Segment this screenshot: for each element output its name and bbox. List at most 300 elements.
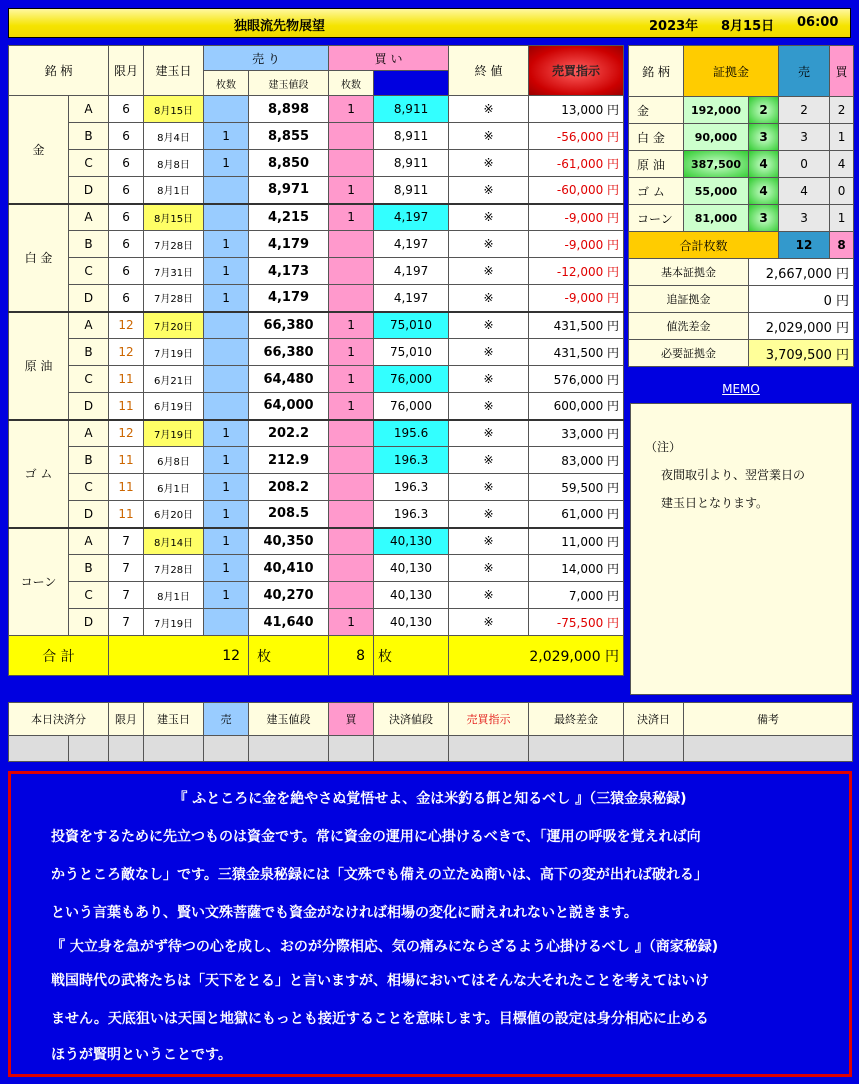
settle-cell — [329, 736, 374, 762]
position-date: 6月19日 — [144, 393, 204, 420]
sell-count: 1 — [204, 582, 249, 609]
close-price: 75,010 — [374, 312, 449, 339]
memo-link[interactable]: MEMO — [722, 382, 760, 396]
position-label: D — [69, 609, 109, 636]
entry-price: 8,850 — [249, 150, 329, 177]
header-year: 2023年 — [649, 19, 699, 34]
close-price: 8,911 — [374, 123, 449, 150]
header-time: 06:00 — [797, 15, 839, 30]
sell-count — [204, 312, 249, 339]
quote-1: 『 ふところに金を絶やさぬ覚悟せよ、金は米釣る餌と知るべし 』（三猿金泉秘録) — [173, 791, 687, 807]
close-price: 8,911 — [374, 96, 449, 123]
margin-buy: 4 — [830, 151, 854, 178]
total-diff: 2,029,000 円 — [449, 636, 624, 676]
settle-col-7: 売買指示 — [449, 703, 529, 736]
margin-amount: 81,000 — [684, 205, 749, 232]
settle-col-6: 決済値段 — [374, 703, 449, 736]
close-price: 195.6 — [374, 420, 449, 447]
valuation-diff: 59,500 円 — [529, 474, 624, 501]
valuation-diff: 83,000 円 — [529, 447, 624, 474]
margin-sell: 4 — [779, 178, 830, 205]
margin-count: 2 — [749, 97, 779, 124]
entry-price: 8,898 — [249, 96, 329, 123]
position-label: C — [69, 258, 109, 285]
header-date: 8月15日 — [721, 19, 775, 34]
position-label: D — [69, 285, 109, 312]
position-date: 6月20日 — [144, 501, 204, 528]
settle-col-10: 備考 — [684, 703, 853, 736]
instruction: ※ — [449, 96, 529, 123]
entry-price: 4,215 — [249, 204, 329, 231]
sell-count: 1 — [204, 420, 249, 447]
position-month: 6 — [109, 123, 144, 150]
position-row — [9, 420, 624, 447]
position-month: 12 — [109, 339, 144, 366]
position-month: 6 — [109, 96, 144, 123]
position-row — [9, 96, 624, 123]
position-month: 11 — [109, 447, 144, 474]
margin-commodity: 白 金 — [629, 124, 684, 151]
title-bar — [8, 8, 851, 38]
position-date: 8月4日 — [144, 123, 204, 150]
commodity-name: 白 金 — [9, 204, 69, 312]
instruction: ※ — [449, 474, 529, 501]
entry-price: 4,173 — [249, 258, 329, 285]
valuation-diff: 7,000 円 — [529, 582, 624, 609]
position-label: D — [69, 393, 109, 420]
summary-value: 3,709,500 円 — [749, 340, 854, 367]
position-label: B — [69, 555, 109, 582]
position-date: 8月15日 — [144, 96, 204, 123]
valuation-diff: -9,000 円 — [529, 204, 624, 231]
summary-value: 0 円 — [749, 286, 854, 313]
commodity-name: 原 油 — [9, 312, 69, 420]
close-price: 196.3 — [374, 474, 449, 501]
valuation-diff: -9,000 円 — [529, 285, 624, 312]
summary-label: 追証拠金 — [629, 286, 749, 313]
position-month: 7 — [109, 528, 144, 555]
close-price: 76,000 — [374, 393, 449, 420]
buy-count — [329, 420, 374, 447]
settle-col-1: 限月 — [109, 703, 144, 736]
valuation-diff: -60,000 円 — [529, 177, 624, 204]
sell-count — [204, 204, 249, 231]
buy-count: 1 — [329, 339, 374, 366]
valuation-diff: -12,000 円 — [529, 258, 624, 285]
valuation-diff: 13,000 円 — [529, 96, 624, 123]
position-label: B — [69, 123, 109, 150]
total-count-sell: 12 — [779, 232, 830, 259]
summary-value: 2,029,000 円 — [749, 313, 854, 340]
position-date: 7月19日 — [144, 609, 204, 636]
entry-price: 4,179 — [249, 285, 329, 312]
instruction: ※ — [449, 420, 529, 447]
memo-line-1: （注） — [645, 440, 682, 454]
position-month: 7 — [109, 555, 144, 582]
valuation-diff: 14,000 円 — [529, 555, 624, 582]
settle-col-2: 建玉日 — [144, 703, 204, 736]
commodity-name: 金 — [9, 96, 69, 204]
instruction: ※ — [449, 501, 529, 528]
instruction: ※ — [449, 258, 529, 285]
entry-price: 41,640 — [249, 609, 329, 636]
position-label: C — [69, 474, 109, 501]
entry-price: 208.5 — [249, 501, 329, 528]
position-month: 6 — [109, 204, 144, 231]
settle-cell — [449, 736, 529, 762]
instruction: ※ — [449, 339, 529, 366]
sell-count — [204, 366, 249, 393]
position-month: 6 — [109, 258, 144, 285]
entry-price: 40,350 — [249, 528, 329, 555]
entry-price: 66,380 — [249, 339, 329, 366]
summary-label: 必要証拠金 — [629, 340, 749, 367]
margin-amount: 90,000 — [684, 124, 749, 151]
buy-count — [329, 123, 374, 150]
para-2-line-2: ません。天底狙いは天国と地獄にもっとも接近することを意味します。目標値の設定は身分相応に止める — [51, 1011, 709, 1027]
instruction: ※ — [449, 528, 529, 555]
buy-count — [329, 231, 374, 258]
para-2-line-3: ほうが賢明ということです。 — [51, 1047, 232, 1063]
buy-count: 1 — [329, 96, 374, 123]
position-date: 6月8日 — [144, 447, 204, 474]
total-sell: 12 — [109, 636, 249, 676]
position-month: 6 — [109, 150, 144, 177]
total-count-buy: 8 — [830, 232, 854, 259]
instruction: ※ — [449, 609, 529, 636]
position-month: 11 — [109, 393, 144, 420]
para-2-line-1: 戦国時代の武将たちは「天下をとる」と言いますが、相場においてはそんな大それたことを考えてはいけ — [51, 973, 709, 989]
para-1-line-2: かうところ敵なし」です。三猿金泉秘録には「文殊でも備えの立たぬ商いは、高下の変が出れば破れる」 — [51, 867, 708, 883]
settle-col-9: 決済日 — [624, 703, 684, 736]
valuation-diff: -61,000 円 — [529, 150, 624, 177]
position-row — [9, 177, 624, 204]
margin-amount: 387,500 — [684, 151, 749, 178]
sell-count — [204, 609, 249, 636]
sell-count: 1 — [204, 501, 249, 528]
entry-price: 40,270 — [249, 582, 329, 609]
right-col-uri: 売 — [779, 46, 830, 97]
summary-label: 値洗差金 — [629, 313, 749, 340]
quote-2: 『 大立身を急がず待つの心を成し、おのが分際相応、気の痛みにならざるよう心掛けるべし 』（商家秘録) — [51, 939, 719, 955]
position-row — [9, 150, 624, 177]
settle-col-4: 建玉値段 — [249, 703, 329, 736]
position-label: C — [69, 582, 109, 609]
buy-count: 1 — [329, 609, 374, 636]
settle-cell — [9, 736, 69, 762]
entry-price: 40,410 — [249, 555, 329, 582]
entry-price: 208.2 — [249, 474, 329, 501]
settle-cell — [624, 736, 684, 762]
para-1-line-3: という言葉もあり、賢い文殊菩薩でも資金がなければ相場の変化に耐えれれないと説きます。 — [51, 905, 638, 921]
margin-sell: 3 — [779, 124, 830, 151]
position-row — [9, 204, 624, 231]
sell-count: 1 — [204, 285, 249, 312]
position-row — [9, 474, 624, 501]
close-price: 76,000 — [374, 366, 449, 393]
entry-price: 8,971 — [249, 177, 329, 204]
margin-count: 3 — [749, 124, 779, 151]
settle-cell — [144, 736, 204, 762]
buy-count — [329, 285, 374, 312]
sell-count: 1 — [204, 555, 249, 582]
settle-cell — [204, 736, 249, 762]
right-col-meigara: 銘 柄 — [629, 46, 684, 97]
position-row — [9, 285, 624, 312]
entry-price: 66,380 — [249, 312, 329, 339]
settle-cell — [529, 736, 624, 762]
buy-count — [329, 447, 374, 474]
margin-count: 3 — [749, 205, 779, 232]
position-date: 7月31日 — [144, 258, 204, 285]
buy-count — [329, 501, 374, 528]
commodity-name: ゴ ム — [9, 420, 69, 528]
close-price: 75,010 — [374, 339, 449, 366]
position-month: 12 — [109, 312, 144, 339]
close-price: 196.3 — [374, 501, 449, 528]
col-kai-maisu: 枚数 — [329, 71, 374, 96]
entry-price: 202.2 — [249, 420, 329, 447]
position-month: 7 — [109, 609, 144, 636]
buy-count — [329, 150, 374, 177]
sell-count — [204, 339, 249, 366]
margin-amount: 55,000 — [684, 178, 749, 205]
sell-count: 1 — [204, 123, 249, 150]
close-price: 4,197 — [374, 231, 449, 258]
margin-buy: 1 — [830, 124, 854, 151]
valuation-diff: 61,000 円 — [529, 501, 624, 528]
position-date: 6月21日 — [144, 366, 204, 393]
valuation-diff: -56,000 円 — [529, 123, 624, 150]
position-row — [9, 231, 624, 258]
margin-sell: 0 — [779, 151, 830, 178]
position-label: D — [69, 177, 109, 204]
margin-table — [628, 45, 854, 367]
position-month: 6 — [109, 285, 144, 312]
position-date: 7月19日 — [144, 420, 204, 447]
total-count-label: 合計枚数 — [629, 232, 779, 259]
position-label: A — [69, 312, 109, 339]
position-date: 8月15日 — [144, 204, 204, 231]
margin-amount: 192,000 — [684, 97, 749, 124]
memo-line-3: 建玉日となります。 — [661, 496, 769, 510]
settle-cell — [109, 736, 144, 762]
position-label: A — [69, 204, 109, 231]
position-row — [9, 582, 624, 609]
position-month: 12 — [109, 420, 144, 447]
position-month: 6 — [109, 177, 144, 204]
instruction: ※ — [449, 123, 529, 150]
commentary-box — [8, 771, 852, 1077]
valuation-diff: -75,500 円 — [529, 609, 624, 636]
settle-cell — [684, 736, 853, 762]
baibai-shiji-button[interactable]: 売買指示 — [529, 46, 624, 96]
position-row — [9, 447, 624, 474]
position-date: 8月8日 — [144, 150, 204, 177]
memo-panel — [630, 403, 852, 695]
valuation-diff: 431,500 円 — [529, 312, 624, 339]
sell-count: 1 — [204, 528, 249, 555]
col-uri-maisu: 枚数 — [204, 71, 249, 96]
settlement-table — [8, 702, 853, 762]
margin-count: 4 — [749, 178, 779, 205]
summary-label: 基本証拠金 — [629, 259, 749, 286]
position-row — [9, 339, 624, 366]
buy-count — [329, 555, 374, 582]
total-buy-unit: 枚 — [374, 636, 449, 676]
valuation-diff: 431,500 円 — [529, 339, 624, 366]
settle-cell — [249, 736, 329, 762]
summary-value: 2,667,000 円 — [749, 259, 854, 286]
valuation-diff: -9,000 円 — [529, 231, 624, 258]
instruction: ※ — [449, 393, 529, 420]
sell-count — [204, 96, 249, 123]
position-label: D — [69, 501, 109, 528]
position-row — [9, 123, 624, 150]
col-kai: 買 い — [329, 46, 449, 71]
buy-count: 1 — [329, 366, 374, 393]
close-price: 8,911 — [374, 150, 449, 177]
instruction: ※ — [449, 447, 529, 474]
position-date: 7月20日 — [144, 312, 204, 339]
buy-count — [329, 474, 374, 501]
entry-price: 64,480 — [249, 366, 329, 393]
close-price: 4,197 — [374, 204, 449, 231]
close-price: 8,911 — [374, 177, 449, 204]
buy-count — [329, 528, 374, 555]
settle-cell — [374, 736, 449, 762]
position-date: 7月28日 — [144, 231, 204, 258]
sell-count: 1 — [204, 258, 249, 285]
total-buy: 8 — [329, 636, 374, 676]
sell-count: 1 — [204, 447, 249, 474]
position-row — [9, 609, 624, 636]
col-meigara: 銘 柄 — [9, 46, 109, 96]
valuation-diff: 600,000 円 — [529, 393, 624, 420]
position-date: 8月14日 — [144, 528, 204, 555]
position-month: 6 — [109, 231, 144, 258]
position-label: B — [69, 231, 109, 258]
entry-price: 64,000 — [249, 393, 329, 420]
sell-count — [204, 177, 249, 204]
valuation-diff: 576,000 円 — [529, 366, 624, 393]
total-label: 合 計 — [9, 636, 109, 676]
margin-sell: 2 — [779, 97, 830, 124]
col-owarine: 終 値 — [449, 46, 529, 96]
page-title: 独眼流先物展望 — [234, 19, 326, 34]
valuation-diff: 11,000 円 — [529, 528, 624, 555]
right-col-shokokin: 証拠金 — [684, 46, 779, 97]
margin-commodity: ゴ ム — [629, 178, 684, 205]
entry-price: 4,179 — [249, 231, 329, 258]
position-label: A — [69, 96, 109, 123]
position-row — [9, 312, 624, 339]
buy-count: 1 — [329, 177, 374, 204]
para-1-line-1: 投資をするために先立つものは資金です。常に資金の運用に心掛けるべきで、「運用の呼吸を覚えれば向 — [51, 829, 701, 845]
instruction: ※ — [449, 366, 529, 393]
total-sell-unit: 枚 — [249, 636, 329, 676]
position-label: B — [69, 339, 109, 366]
position-row — [9, 258, 624, 285]
buy-count — [329, 582, 374, 609]
valuation-diff: 33,000 円 — [529, 420, 624, 447]
buy-count: 1 — [329, 312, 374, 339]
instruction: ※ — [449, 204, 529, 231]
instruction: ※ — [449, 555, 529, 582]
margin-buy: 2 — [830, 97, 854, 124]
col-tategyoku-nedan: 建玉値段 — [249, 71, 329, 96]
position-label: C — [69, 150, 109, 177]
close-price: 4,197 — [374, 285, 449, 312]
instruction: ※ — [449, 177, 529, 204]
position-label: B — [69, 447, 109, 474]
instruction: ※ — [449, 312, 529, 339]
position-label: A — [69, 420, 109, 447]
sell-count: 1 — [204, 231, 249, 258]
position-label: C — [69, 366, 109, 393]
position-month: 11 — [109, 366, 144, 393]
position-row — [9, 528, 624, 555]
col-gengetsu: 限月 — [109, 46, 144, 96]
position-row — [9, 366, 624, 393]
commodity-name: コーン — [9, 528, 69, 636]
col-tategyokubi: 建玉日 — [144, 46, 204, 96]
position-date: 7月28日 — [144, 285, 204, 312]
settle-col-5: 買 — [329, 703, 374, 736]
close-price: 40,130 — [374, 582, 449, 609]
position-row — [9, 555, 624, 582]
memo-line-2: 夜間取引より、翌営業日の — [661, 468, 806, 482]
right-col-kai: 買 — [830, 46, 854, 97]
margin-commodity: 原 油 — [629, 151, 684, 178]
position-month: 11 — [109, 474, 144, 501]
entry-price: 212.9 — [249, 447, 329, 474]
settle-col-3: 売 — [204, 703, 249, 736]
position-date: 8月1日 — [144, 582, 204, 609]
close-price: 196.3 — [374, 447, 449, 474]
position-date: 7月19日 — [144, 339, 204, 366]
instruction: ※ — [449, 231, 529, 258]
settle-cell — [69, 736, 109, 762]
buy-count: 1 — [329, 204, 374, 231]
positions-table — [8, 45, 624, 676]
close-price: 4,197 — [374, 258, 449, 285]
instruction: ※ — [449, 582, 529, 609]
position-row — [9, 501, 624, 528]
settle-col-0: 本日決済分 — [9, 703, 109, 736]
sell-count: 1 — [204, 150, 249, 177]
instruction: ※ — [449, 285, 529, 312]
buy-count — [329, 258, 374, 285]
position-row — [9, 393, 624, 420]
margin-commodity: コーン — [629, 205, 684, 232]
position-date: 7月28日 — [144, 555, 204, 582]
instruction: ※ — [449, 150, 529, 177]
col-uri: 売 り — [204, 46, 329, 71]
settle-col-8: 最終差金 — [529, 703, 624, 736]
position-date: 6月1日 — [144, 474, 204, 501]
margin-sell: 3 — [779, 205, 830, 232]
sell-count — [204, 393, 249, 420]
margin-count: 4 — [749, 151, 779, 178]
margin-buy: 1 — [830, 205, 854, 232]
margin-commodity: 金 — [629, 97, 684, 124]
position-label: A — [69, 528, 109, 555]
close-price: 40,130 — [374, 555, 449, 582]
buy-count: 1 — [329, 393, 374, 420]
sell-count: 1 — [204, 474, 249, 501]
close-price: 40,130 — [374, 609, 449, 636]
